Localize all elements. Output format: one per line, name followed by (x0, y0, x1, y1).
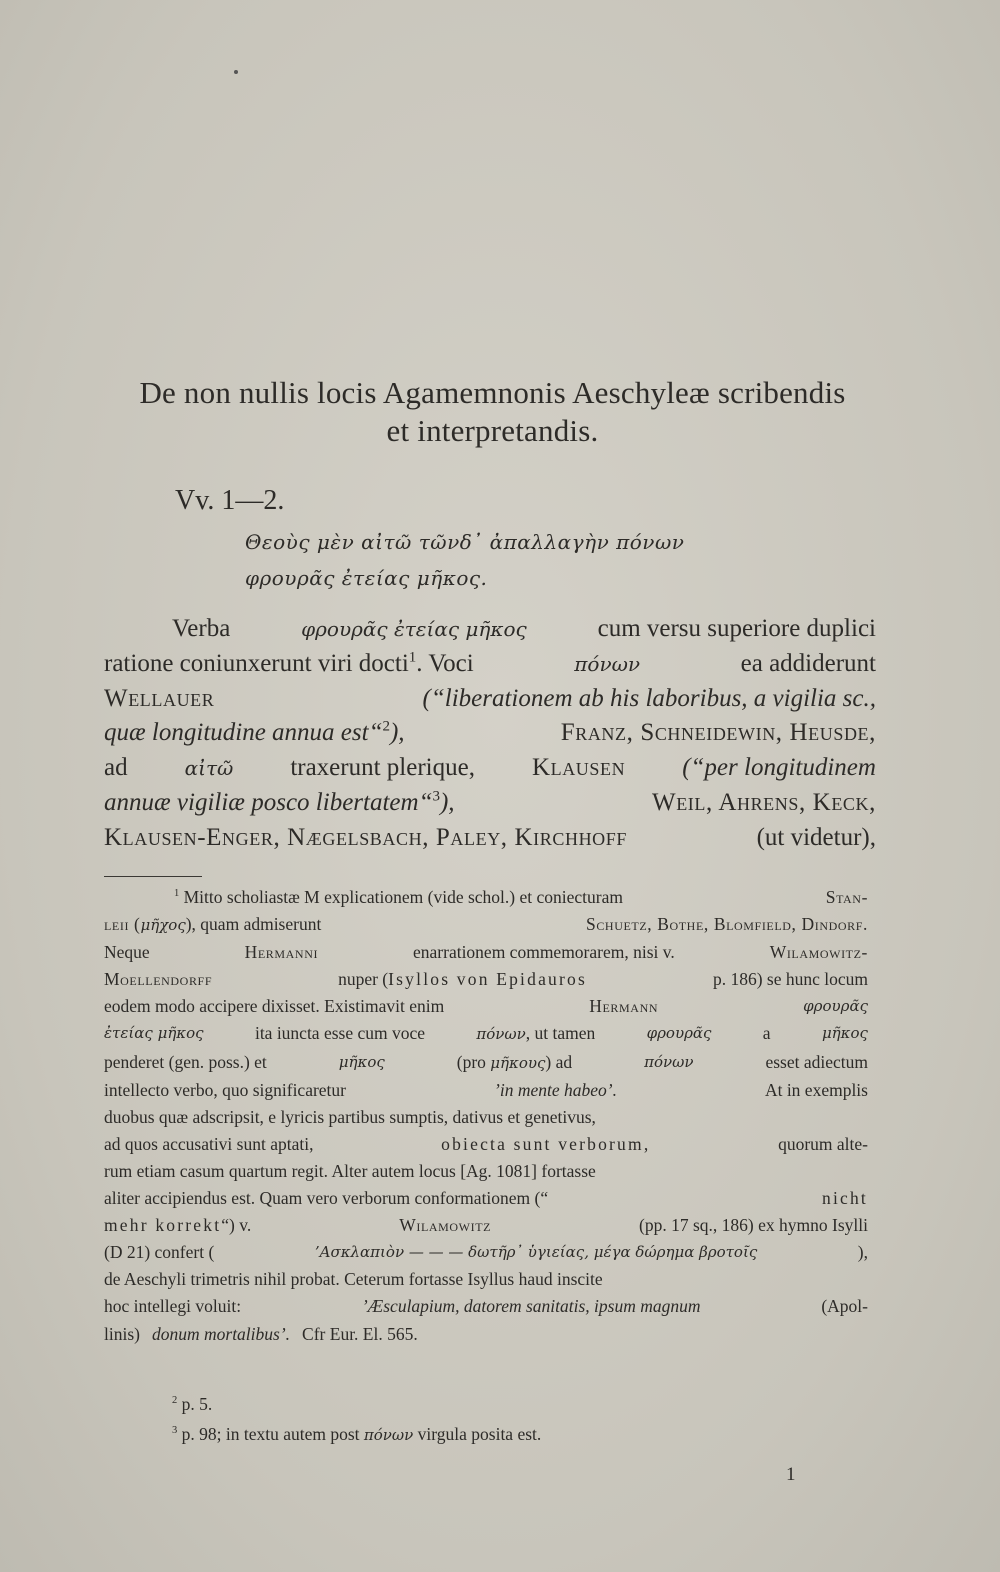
title-line-2: et interpretandis. (386, 413, 599, 448)
footnote-line: Moellendorff nuper (Isyllos von Epidauros p. 186) se hunc locum (104, 969, 868, 990)
page-title (105, 374, 880, 450)
footnote-line: mehr korrekt“) v. Wilamowitz (pp. 17 sq., 186) ex hymno Isylli (104, 1215, 868, 1236)
text-line: quæ longitudine annua est“$^2$), Franz, Schneidewin, Heusde, (104, 716, 876, 751)
author-names: Klausen-Enger, Nægelsbach, Paley, Kirchhoff (104, 823, 627, 851)
footnote-line: eodem modo accipere dixisset. Existimavit enim Hermann φρουρᾶς (104, 996, 868, 1017)
text-line: ratione coniunxerunt viri docti$^1$. Voci πόνων ea addiderunt (104, 649, 876, 677)
verse-line-1: Θεοὺς μὲν αἰτῶ τῶνδ᾽ ἀπαλλαγὴν πόνων (245, 530, 685, 554)
footnote-line: de Aeschyli trimetris nihil probat. Ceterum fortasse Isyllus haud inscite (104, 1269, 603, 1290)
footnote-3: $^3$ p. 98; in textu autem post πόνων virgula posita est. (172, 1424, 542, 1444)
footnote-marker: 2 (172, 1395, 178, 1407)
footnote-line: leii (μῆχος), quam admiserunt Schuetz, Bothe, Blomfield, Dindorf. (104, 914, 868, 935)
text-line: Verba φρουρᾶς ἐτείας μῆκος cum versu superiore duplici (172, 615, 876, 642)
ink-speck (234, 70, 238, 74)
text-line: Wellauer (“liberationem ab his laboribus, a vigilia sc., (104, 682, 876, 717)
footnote-marker: 1 (174, 888, 180, 900)
author-name: Wellauer (104, 684, 215, 712)
footnote-line: hoc intellegi voluit: ’Æsculapium, datorem sanitatis, ipsum magnum (Apol- (104, 1296, 868, 1317)
footnote-line: ad quos accusativi sunt aptati, obiecta sunt verborum, quorum alte- (104, 1133, 868, 1154)
footnote-ref: 3 (432, 788, 440, 805)
text-line: ad αἰτῶ traxerunt plerique, Klausen (“per longitudinem (104, 751, 876, 786)
author-name: Klausen (531, 754, 626, 782)
footnote-ref: 2 (382, 719, 390, 736)
footnote-line: linis) donum mortalibus’. Cfr Eur. El. 565. (104, 1323, 418, 1344)
author-names: Weil, Ahrens, Keck, (652, 788, 876, 816)
text-line: Klausen-Enger, Nægelsbach, Paley, Kirchhoff (ut videtur), (104, 821, 876, 856)
page-number: 1 (786, 1464, 796, 1485)
footnote-line: Neque Hermanni enarrationem commemorarem, nisi v. Wilamowitz- (104, 942, 868, 963)
text-line: annuæ vigiliæ posco libertatem“$^3$), Weil, Ahrens, Keck, (104, 786, 876, 821)
title-line-1: De non nullis locis Agamemnonis Aeschyleæ scribendis (139, 375, 846, 410)
footnote-line: penderet (gen. poss.) et μῆκος (pro μῆκους) ad πόνων esset adiectum (104, 1051, 868, 1072)
verse-line-2: φρουρᾶς ἐτείας μῆκος. (245, 566, 488, 590)
footnote-line: (D 21) confert ( ’Ασκλαπιὸν — — — δωτῆρ᾽ ὑγιείας, μέγα δώρημα βροτοῖς ), (104, 1242, 868, 1263)
footnote-ref: 1 (408, 649, 417, 666)
footnotes (104, 884, 868, 1348)
footnote-line: duobus quæ adscripsit, e lyricis partibus sumptis, dativus et genetivus, (104, 1106, 596, 1127)
footnote-line: $^1$ Mitto scholiastæ M explicationem (vide schol.) et coniecturam Stan- (174, 887, 868, 907)
author-names: Franz, Schneidewin, Heusde, (560, 719, 876, 747)
footnote-separator (104, 876, 202, 877)
footnote-line: intellecto verbo, quo significaretur ’in mente habeo’. At in exemplis (104, 1079, 868, 1100)
bleed-through-text (170, 135, 890, 359)
footnote-marker: 3 (172, 1425, 178, 1437)
footnote-2: $^2$ p. 5. (172, 1394, 213, 1414)
footnote-line: aliter accipiendus est. Quam vero verborum conformationem (“ nicht (104, 1188, 868, 1209)
footnote-line: rum etiam casum quartum regit. Alter autem locus [Ag. 1081] fortasse (104, 1160, 596, 1181)
main-paragraph (104, 612, 876, 856)
footnote-line: ἐτείας μῆκος ita iuncta esse cum voce πόνων, ut tamen φρουρᾶς a μῆκος (104, 1023, 868, 1044)
section-heading: Vv. 1—2. (175, 485, 285, 516)
